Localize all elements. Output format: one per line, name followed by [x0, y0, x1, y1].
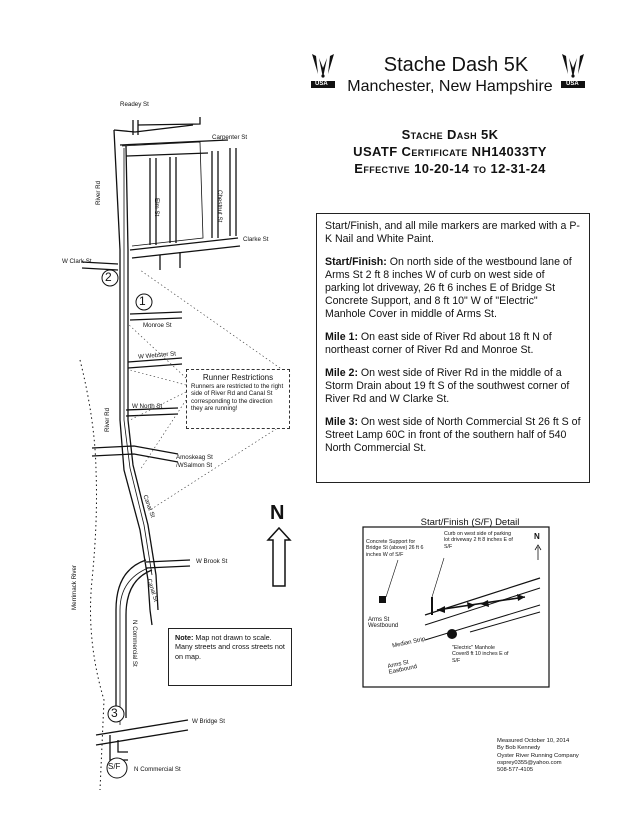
mile1-text: On east side of River Rd about 18 ft N of northeast corner of River Rd and Monroe St.	[325, 331, 552, 356]
certificate-race-name: Stache Dash 5K	[401, 127, 499, 142]
label-chestnut-st: Chestnut St	[216, 190, 223, 223]
north-label: N	[270, 502, 285, 524]
runner-restrictions-box	[186, 369, 290, 429]
label-river-rd-south: River Rd	[104, 407, 111, 432]
start-finish-label: Start/Finish:	[325, 256, 387, 268]
merrimack-river-line	[80, 360, 104, 790]
detail-concrete-label: Concrete Support for Bridge St (above) 26 ft 6 inches W of S/F	[366, 539, 424, 558]
detail-manhole-label: "Electric" Manhole Cover8 ft 10 inches E of S/F	[452, 645, 509, 664]
note-text: Map not drawn to scale. Many streets and cross streets not on map.	[175, 633, 285, 661]
detail-title: Start/Finish (S/F) Detail	[420, 517, 520, 528]
detail-median-strip: Median Strip	[391, 636, 426, 650]
label-monroe-st: Monroe St	[143, 322, 172, 329]
measured-phone: 508-577-4105	[497, 767, 534, 774]
label-w-bridge-st: W Bridge St	[192, 718, 226, 725]
marker-mile-3: 3	[111, 706, 118, 720]
label-amoskeag-st: Amoskeag St	[176, 454, 213, 461]
measured-email: osprey0355@yahoo.com	[497, 759, 562, 766]
label-canal-st-north: Canal St	[141, 494, 157, 519]
mile2-text: On west side of River Rd in the middle of a Storm Drain about 19 ft S of the southwest corner of River Rd and W Clarke St.	[325, 367, 570, 405]
detail-arms-eastbound: Arms St Eastbound	[387, 659, 418, 677]
label-w-clark-st: W Clark St	[62, 258, 92, 265]
label-canal-st-south: Canal St	[145, 578, 160, 603]
label-w-brook-st: W Brook St	[196, 558, 228, 565]
mile3-text: On west side of North Commercial St 26 ft S of Street Lamp 60C in front of the southern half of 540 North Commercial St.	[325, 416, 581, 454]
usatf-logo-right-text: USA	[566, 81, 579, 87]
label-n-commercial-st: N Commercial St	[134, 766, 181, 773]
mile3-label: Mile 3:	[325, 416, 358, 428]
label-readey-st: Readey St	[120, 101, 149, 108]
detail-arms-westbound: Arms St Westbound	[368, 617, 399, 630]
race-title: Stache Dash 5K	[383, 54, 529, 76]
restrictions-text: Runners are restricted to the right side of River Rd and Canal St corresponding to the direction they are running!	[191, 383, 284, 413]
map-note-box	[168, 628, 292, 686]
marker-mile-2: 2	[105, 270, 112, 284]
usatf-logo-left-text: USA	[315, 81, 328, 87]
label-w-north-st: W North St	[132, 403, 163, 410]
measured-company: Oyster River Running Company	[497, 752, 579, 759]
measured-by-block	[497, 738, 637, 774]
detail-north-label: N	[534, 532, 540, 541]
measured-date: Measured October 10, 2014	[497, 738, 570, 744]
certificate-effective: Effective 10-20-14 to 12-31-24	[354, 161, 546, 176]
label-elm-st: Elm St	[153, 198, 160, 217]
detail-curb-label: Curb on west side of parking lot driveway 2 ft 8 inches E of S/F	[444, 531, 513, 550]
measured-by: By Bob Kennedy	[497, 745, 541, 752]
intro-text: Start/Finish, and all mile markers are marked with a P-K Nail and White Paint.	[325, 220, 580, 245]
race-location: Manchester, New Hampshire	[347, 78, 553, 95]
label-merrimack-river: Merrimack River	[71, 564, 78, 610]
label-w-salmon-st: /WSalmon St	[176, 462, 213, 469]
certificate-number: USATF Certificate NH14033TY	[353, 144, 547, 159]
label-carpenter-st: Carpenter St	[212, 134, 248, 141]
label-n-commercial-vertical: N Commercial St	[131, 620, 138, 667]
north-arrow	[268, 528, 290, 586]
marker-start-finish: S/F	[108, 762, 121, 771]
restrictions-title: Runner Restrictions	[202, 373, 274, 382]
mile-markers	[102, 270, 152, 778]
mile1-label: Mile 1:	[325, 331, 358, 343]
label-w-webster-st: W Webster St	[137, 350, 177, 361]
start-finish-text: On north side of the westbound lane of Arms St 2 ft 8 inches W of curb on west side of parking lot driveway, 26 ft 6 inches E of Bridge St Concrete Support, and 8 ft 10" W of "Electric" Manhole Cover in middle of Arms St.	[325, 256, 572, 320]
label-river-rd-north: River Rd	[95, 180, 102, 205]
mile2-label: Mile 2:	[325, 367, 358, 379]
marker-mile-1: 1	[139, 294, 146, 308]
note-label: Note:	[175, 633, 194, 642]
label-clarke-st: Clarke St	[243, 236, 269, 243]
